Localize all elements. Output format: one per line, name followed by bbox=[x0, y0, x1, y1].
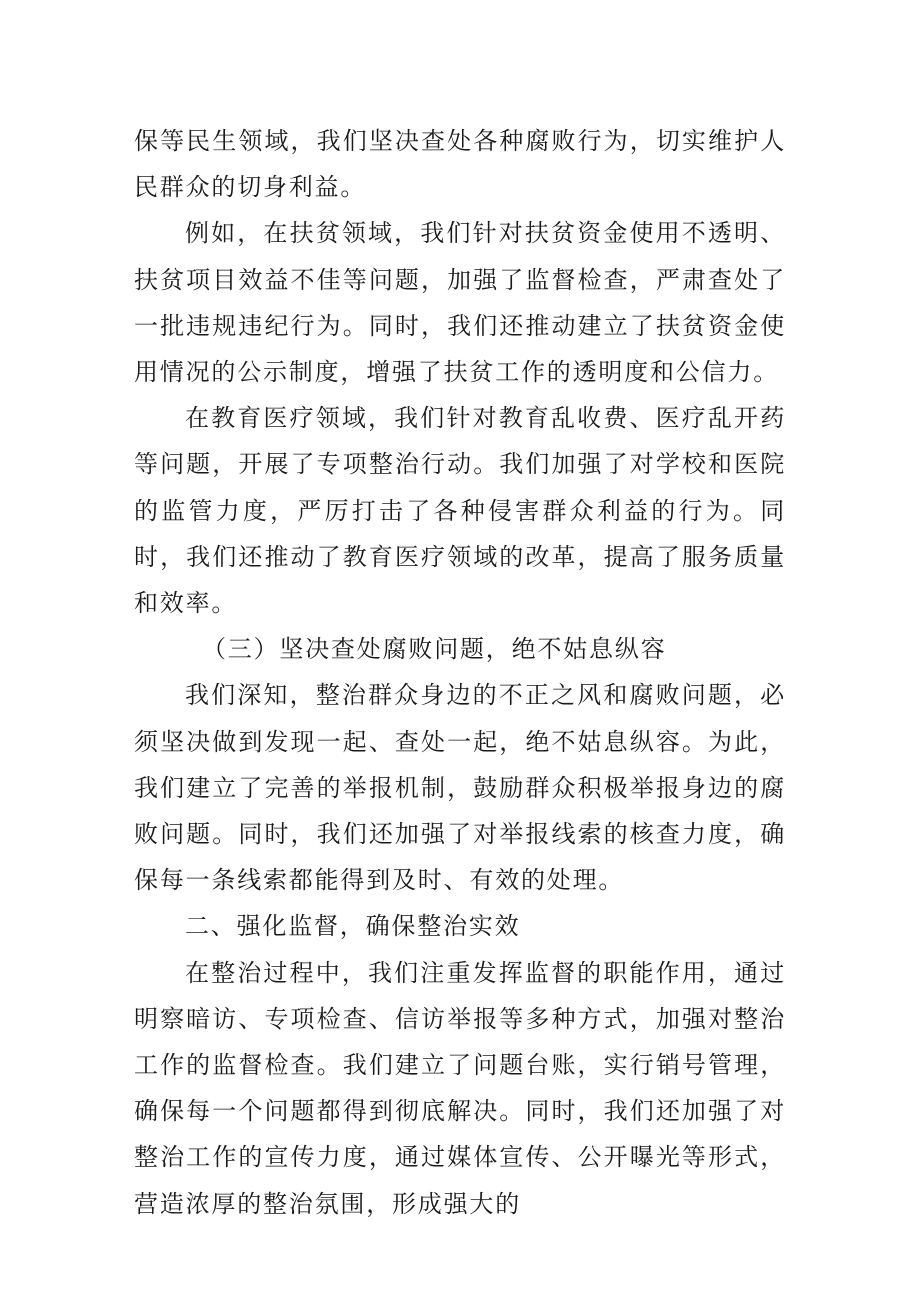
paragraph-investigation: 我们深知，整治群众身边的不正之风和腐败问题，必须坚决做到发现一起、查处一起，绝不姑息纵容。为此，我们建立了完善的举报机制，鼓励群众积极举报身边的腐败问题。同时，我们还加强了对举报线索的核查力度，确保每一条线索都能得到及时、有效的处理。 bbox=[134, 681, 786, 895]
section-heading-3: （三）坚决查处腐败问题，绝不姑息纵容 bbox=[202, 635, 667, 664]
paragraph-poverty-example: 例如，在扶贫领域，我们针对扶贫资金使用不透明、扶贫项目效益不佳等问题，加强了监督检查，严肃查处了一批违规违纪行为。同时，我们还推动建立了扶贫资金使用情况的公示制度，增强了扶贫工作的透明度和公信力。 bbox=[134, 219, 786, 387]
paragraph-education-medical: 在教育医疗领域，我们针对教育乱收费、医疗乱开药等问题，开展了专项整治行动。我们加强了对学校和医院的监管力度，严厉打击了各种侵害群众利益的行为。同时，我们还推动了教育医疗领域的改革，提高了服务质量和效率。 bbox=[134, 404, 786, 618]
section-heading-2: 二、强化监督，确保整治实效 bbox=[185, 912, 521, 941]
paragraph-supervision: 在整治过程中，我们注重发挥监督的职能作用，通过明察暗访、专项检查、信访举报等多种方式，加强对整治工作的监督检查。我们建立了问题台账，实行销号管理，确保每一个问题都得到彻底解决。同时，我们还加强了对整治工作的宣传力度，通过媒体宣传、公开曝光等形式，营造浓厚的整治氛围，形成强大的 bbox=[134, 958, 786, 1218]
paragraph-continuation: 保等民生领域，我们坚决查处各种腐败行为，切实维护人民群众的切身利益。 bbox=[134, 127, 786, 202]
document-body bbox=[134, 118, 786, 1227]
